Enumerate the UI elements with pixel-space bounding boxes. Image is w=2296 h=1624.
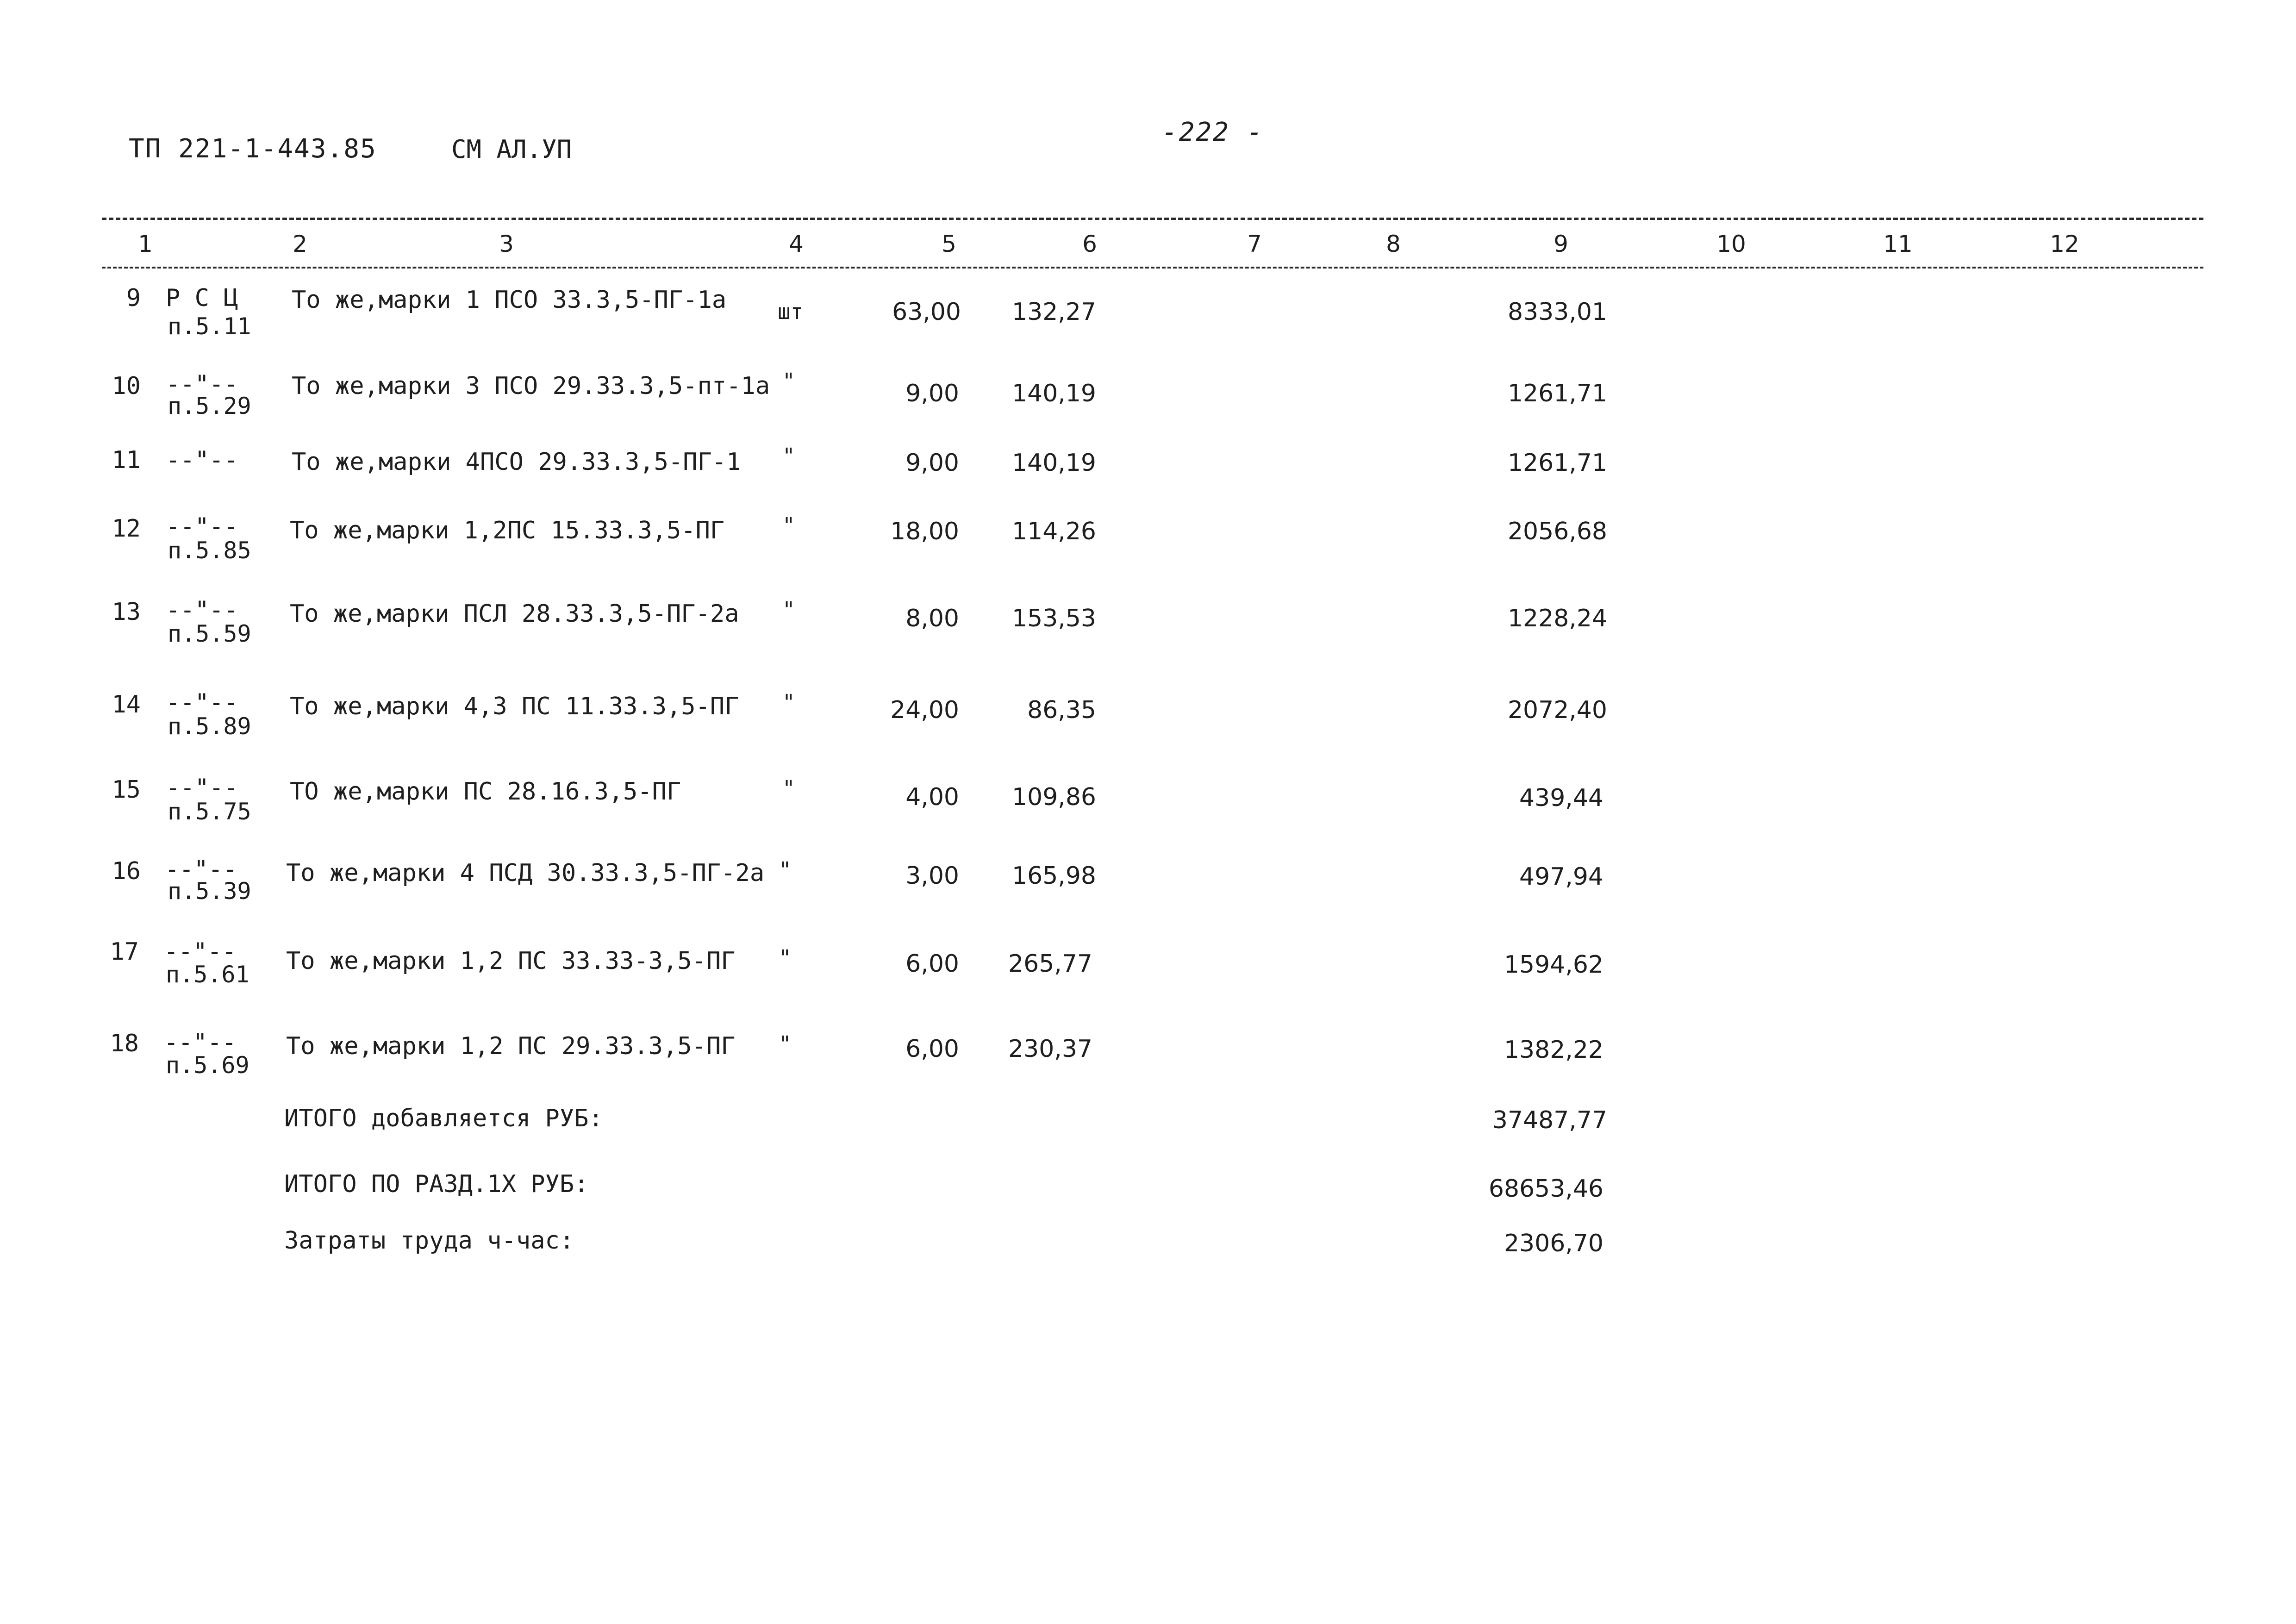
- unit-of-measure: ": [782, 443, 795, 468]
- item-description: То же,марки ПСЛ 28.33.3,5-ПГ-2а: [290, 600, 739, 628]
- unit-price: 265,77: [1008, 950, 1092, 978]
- item-description: То же,марки 4ПСО 29.33.3,5-ПГ-1: [292, 448, 741, 476]
- item-description: То же,марки 1,2 ПС 29.33.3,5-ПГ: [286, 1032, 736, 1060]
- norm-reference: --"--: [165, 856, 237, 883]
- document-identifier: СМ АЛ.УП: [451, 135, 572, 164]
- total-cost: 497,94: [1519, 863, 1603, 891]
- norm-reference: --"--: [164, 1029, 237, 1056]
- norm-reference: --"--: [166, 370, 238, 398]
- norm-reference-item: п.5.89: [168, 713, 251, 740]
- document-code: ТП 221-1-443.85: [129, 134, 377, 164]
- quantity: 6,00: [905, 950, 959, 978]
- row-number: 11: [112, 446, 141, 474]
- norm-reference-item: п.5.61: [166, 961, 250, 988]
- norm-reference-item: п.5.85: [168, 537, 251, 564]
- summary-label: ИТОГО добавляется РУБ:: [284, 1105, 603, 1132]
- item-description: То же,марки 4,3 ПС 11.33.3,5-ПГ: [290, 693, 739, 720]
- column-number: 4: [789, 231, 804, 257]
- unit-of-measure: ": [782, 369, 795, 394]
- norm-reference: --"--: [166, 774, 238, 802]
- row-number: 12: [112, 515, 141, 543]
- column-number: 10: [1716, 231, 1746, 257]
- total-cost: 8333,01: [1507, 298, 1607, 326]
- unit-of-measure: ": [782, 776, 795, 801]
- unit-of-measure: ": [782, 690, 795, 715]
- unit-price: 140,19: [1012, 449, 1096, 477]
- quantity: 18,00: [890, 518, 959, 545]
- item-description: То же,марки 3 ПСО 29.33.3,5-пт-1а: [292, 372, 770, 400]
- row-number: 15: [112, 776, 141, 804]
- column-number: 1: [138, 231, 153, 257]
- total-cost: 439,44: [1519, 784, 1603, 812]
- summary-value: 37487,77: [1492, 1106, 1607, 1134]
- summary-value: 2306,70: [1504, 1230, 1603, 1257]
- item-description: То же,марки 1,2 ПС 33.33-3,5-ПГ: [286, 947, 736, 975]
- total-cost: 1594,62: [1504, 951, 1603, 979]
- unit-of-measure: ": [782, 513, 795, 538]
- column-number: 5: [942, 231, 956, 257]
- row-number: 9: [126, 284, 141, 312]
- row-number: 14: [112, 691, 141, 718]
- norm-reference: --"--: [166, 446, 238, 474]
- page-number: -222 -: [1162, 117, 1264, 147]
- item-description: ТО же,марки ПС 28.16.3,5-ПГ: [290, 778, 681, 806]
- column-number: 8: [1386, 231, 1401, 257]
- unit-of-measure: шт: [778, 299, 804, 324]
- summary-value: 68653,46: [1488, 1175, 1603, 1203]
- column-number: 7: [1247, 231, 1262, 257]
- unit-price: 140,19: [1012, 380, 1096, 407]
- row-number: 10: [112, 372, 141, 400]
- summary-label: Затраты труда ч-час:: [284, 1227, 574, 1255]
- norm-reference-item: п.5.69: [166, 1052, 250, 1079]
- quantity: 63,00: [892, 298, 961, 326]
- column-number: 12: [2050, 231, 2079, 257]
- unit-of-measure: ": [782, 597, 795, 622]
- quantity: 3,00: [905, 862, 959, 890]
- unit-price: 132,27: [1012, 298, 1096, 326]
- norm-reference-item: п.5.29: [168, 393, 251, 419]
- quantity: 6,00: [905, 1035, 959, 1063]
- total-cost: 2072,40: [1507, 696, 1607, 724]
- unit-price: 165,98: [1012, 862, 1096, 890]
- item-description: То же,марки 4 ПСД 30.33.3,5-ПГ-2а: [286, 859, 765, 887]
- unit-price: 114,26: [1012, 518, 1096, 545]
- unit-price: 153,53: [1012, 605, 1096, 632]
- quantity: 9,00: [905, 449, 959, 477]
- table-top-rule: [102, 218, 2203, 220]
- row-number: 13: [112, 598, 141, 626]
- row-number: 18: [110, 1030, 139, 1057]
- column-number: 11: [1883, 231, 1913, 257]
- column-number: 2: [293, 231, 307, 257]
- summary-label: ИТОГО ПО РАЗД.1Х РУБ:: [284, 1170, 589, 1198]
- column-number: 6: [1082, 231, 1097, 257]
- unit-of-measure: ": [779, 1031, 792, 1056]
- quantity: 4,00: [905, 783, 959, 811]
- row-number: 17: [110, 938, 139, 966]
- norm-reference-item: п.5.75: [168, 798, 251, 825]
- norm-reference-item: п.5.39: [168, 878, 251, 905]
- unit-of-measure: ": [779, 945, 792, 970]
- unit-price: 86,35: [1027, 696, 1096, 724]
- quantity: 8,00: [905, 605, 959, 632]
- norm-reference: --"--: [166, 689, 238, 717]
- unit-price: 109,86: [1012, 783, 1096, 811]
- norm-reference-item: п.5.59: [168, 620, 251, 647]
- unit-price: 230,37: [1008, 1035, 1092, 1063]
- table-header-rule: [102, 267, 2203, 269]
- item-description: То же,марки 1,2ПС 15.33.3,5-ПГ: [290, 517, 725, 544]
- norm-reference-item: п.5.11: [168, 313, 251, 340]
- total-cost: 1261,71: [1507, 380, 1607, 407]
- total-cost: 1228,24: [1507, 605, 1607, 632]
- norm-reference: --"--: [166, 513, 238, 541]
- quantity: 9,00: [905, 380, 959, 407]
- column-number: 9: [1554, 231, 1568, 257]
- quantity: 24,00: [890, 696, 959, 724]
- item-description: То же,марки 1 ПСО 33.3,5-ПГ-1а: [292, 286, 727, 314]
- row-number: 16: [112, 857, 141, 885]
- total-cost: 2056,68: [1507, 518, 1607, 545]
- column-number: 3: [499, 231, 514, 257]
- total-cost: 1382,22: [1504, 1036, 1603, 1064]
- total-cost: 1261,71: [1507, 449, 1607, 477]
- norm-reference: --"--: [164, 938, 237, 966]
- norm-reference: Р С Ц: [166, 284, 238, 312]
- norm-reference: --"--: [166, 596, 238, 624]
- unit-of-measure: ": [779, 857, 792, 882]
